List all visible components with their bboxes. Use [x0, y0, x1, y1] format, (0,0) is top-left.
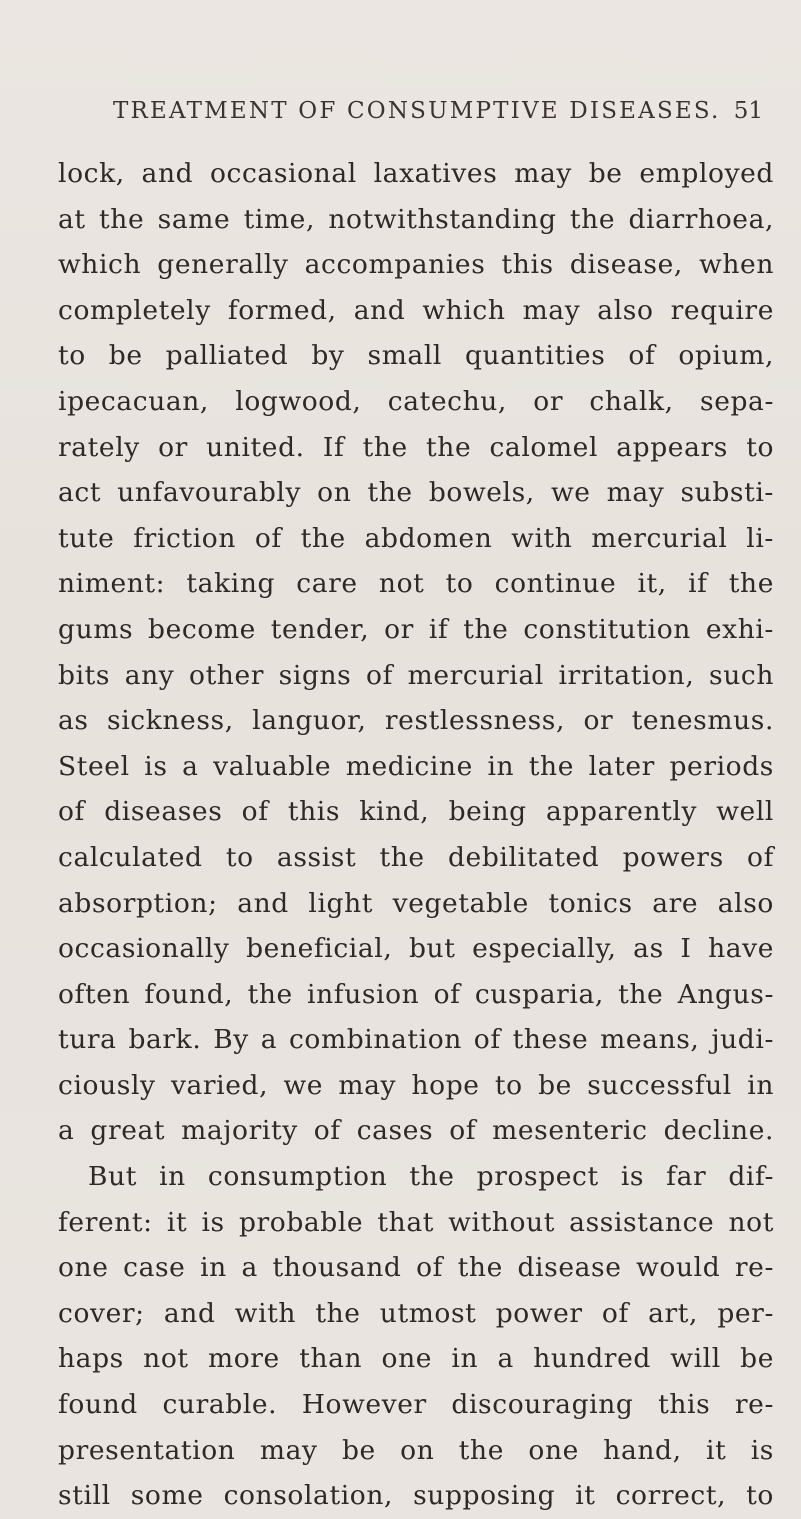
text-line: absorption; and light vegetable tonics are also — [58, 887, 774, 919]
page-number: 51 — [733, 98, 763, 124]
text-line: Steel is a valuable medicine in the later periods — [58, 750, 774, 782]
text-line: cover; and with the utmost power of art, per- — [58, 1297, 774, 1329]
text-line: found curable. However discouraging this re- — [58, 1389, 774, 1421]
text-line: which generally accompanies this disease, when — [58, 249, 774, 281]
text-line: ferent: it is probable that without assistance not — [58, 1206, 774, 1238]
running-head — [113, 98, 763, 134]
text-line: one case in a thousand of the disease would re- — [58, 1252, 774, 1284]
text-line: as sickness, languor, restlessness, or tenesmus. — [58, 705, 774, 737]
text-line: gums become tender, or if the constitution exhi- — [58, 613, 774, 645]
text-line: tura bark. By a combination of these means, judi- — [58, 1024, 774, 1056]
text-line: occasionally beneficial, but especially, as I have — [58, 933, 774, 965]
text-line: lock, and occasional laxatives may be employed — [58, 158, 774, 189]
text-line: ciously varied, we may hope to be successful in — [58, 1069, 774, 1101]
text-line: tute friction of the abdomen with mercurial li- — [58, 522, 774, 554]
text-line: But in consumption the prospect is far dif- — [88, 1161, 774, 1193]
body-text — [58, 151, 774, 1519]
text-line: completely formed, and which may also require — [58, 294, 774, 326]
text-line: bits any other signs of mercurial irritation, such — [58, 659, 774, 691]
text-line: of diseases of this kind, being apparently well — [58, 796, 774, 828]
text-line: still some consolation, supposing it correct, to — [58, 1480, 774, 1512]
text-line: rately or united. If the the calomel appears to — [58, 431, 774, 463]
text-line: often found, the infusion of cusparia, the Angus- — [58, 978, 774, 1010]
text-line: a great majority of cases of mesenteric decline. — [58, 1115, 774, 1147]
text-line: at the same time, notwithstanding the diarrhoea, — [58, 203, 774, 235]
text-line: to be palliated by small quantities of opium, — [58, 340, 774, 372]
text-line: haps not more than one in a hundred will be — [58, 1343, 774, 1375]
text-line: act unfavourably on the bowels, we may substi- — [58, 477, 774, 509]
text-line: ipecacuan, logwood, catechu, or chalk, sepa- — [58, 385, 774, 417]
text-line: presentation may be on the one hand, it is — [58, 1434, 774, 1466]
text-line: calculated to assist the debilitated powers of — [58, 841, 774, 873]
text-line: niment: taking care not to continue it, if the — [58, 568, 774, 600]
running-title: TREATMENT OF CONSUMPTIVE DISEASES. — [113, 98, 721, 124]
